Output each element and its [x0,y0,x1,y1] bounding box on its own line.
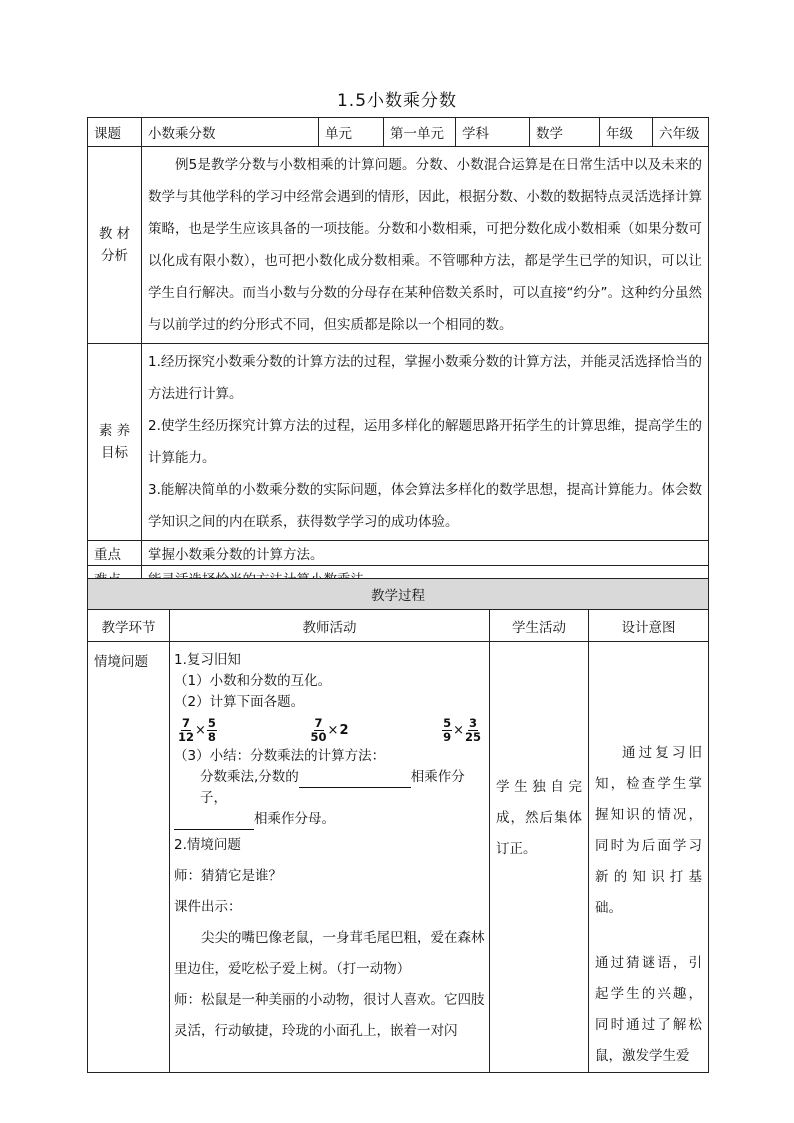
analysis-label-line2: 分析 [101,248,128,264]
header-student: 学生活动 [490,610,589,642]
header-teacher: 教师活动 [170,610,490,642]
subject-label: 学科 [456,118,530,147]
goal-item: 1.经历探究小数乘分数的计算方法的过程，掌握小数乘分数的计算方法，并能灵活选择恰当的方法进行计算。 [148,354,702,402]
goals-label-line1: 素 养 [98,423,131,439]
teacher-question: 师：猜猜它是谁？ [174,868,282,884]
course-value: 小数乘分数 [142,118,319,147]
goal-item: 2.使学生经历探究计算方法的过程，运用多样化的解题思路开拓学生的计算思维，提高学生的计算能力。 [148,418,702,466]
student-activity: 学生独自完成，然后集体订正。 [490,642,589,1073]
scenario-heading: 2.情境问题 [174,837,241,853]
teacher-intro: 师：松鼠是一种美丽的小动物，很讨人喜欢。它四肢灵活，行动敏捷，玲珑的小面孔上，嵌着一对闪 [174,992,485,1039]
intent-riddle: 通过猜谜语，引起学生的兴趣，同时通过了解松鼠，激发学生爱 [595,955,702,1064]
unit-value: 第一单元 [384,118,456,147]
exercise-1: $\frac{7}{12}$ × $\frac{5}{8}$ [178,716,216,744]
course-label: 课题 [88,118,142,147]
review-item-1: （1）小数和分数的互化。 [174,673,332,689]
review-heading: 1.复习旧知 [174,652,241,668]
stage-cell: 情境问题 [88,642,170,1073]
goals-label [88,344,142,541]
summary-line-1: 分数乘法,分数的 相乘作分子， [200,769,465,806]
grade-value: 六年级 [653,118,709,147]
exercise-3: $\frac{5}{9}$ × $\frac{3}{25}$ [443,716,481,744]
process-title: 教学过程 [88,579,709,610]
summary-heading: （3）小结：分数乘法的计算方法： [174,748,386,764]
header-intent: 设计意图 [589,610,709,642]
intent-review: 通过复习旧知，检查学生掌握知识的情况，同时为后面学习新的知识打基础。 [595,745,702,916]
key-point-text: 掌握小数乘分数的计算方法。 [142,541,709,566]
analysis-label-line1: 教 材 [98,226,131,242]
teaching-process-table [87,578,709,1073]
header-stage: 教学环节 [88,610,170,642]
teacher-activity [170,642,490,1073]
riddle-text: 尖尖的嘴巴像老鼠，一身茸毛尾巴粗，爱在森林里边住，爱吃松子爱上树。（打一动物） [174,930,485,977]
key-point-label: 重点 [88,541,142,566]
review-item-2: （2）计算下面各题。 [174,694,305,710]
goals-label-line2: 目标 [101,445,128,461]
analysis-text: 例5是教学分数与小数相乘的计算问题。分数、小数混合运算是在日常生活中以及未来的数学与其他学科的学习中经常会遇到的情形，因此，根据分数、小数的数据特点灵活选择计算策略，也是学生应该具备的一项技能。分数和小数相乘，可把分数化成小数相乘（如果分数可以化成有限小数），也可把小数化成分数相乘。不管哪种方法，都是学生已学的知识，可以让学生自行解决。而当小数与分数的分母存在某种倍数关系时，可以直接“约分”。这种约分虽然与以前学过的约分形式不同，但实质都是除以一个相同的数。 [142,147,709,344]
goal-item: 3.能解决简单的小数乘分数的实际问题，体会算法多样化的数学思想，提高计算能力。体会数学知识之间的内在联系，获得数学学习的成功体验。 [148,482,702,530]
lesson-info-table [87,117,709,591]
courseware-label: 课件出示： [174,899,242,915]
blank-line [299,787,411,788]
goals-list [142,344,709,541]
exercise-2: $\frac{7}{50}$ ×2 [310,716,349,744]
exercise-row [174,713,485,746]
summary-line-2: 相乘作分母。 [174,809,485,830]
grade-label: 年级 [600,118,653,147]
design-intent [589,642,709,1073]
subject-value: 数学 [530,118,600,147]
analysis-label [88,147,142,344]
page-title: 1.5小数乘分数 [336,91,458,111]
unit-label: 单元 [319,118,384,147]
